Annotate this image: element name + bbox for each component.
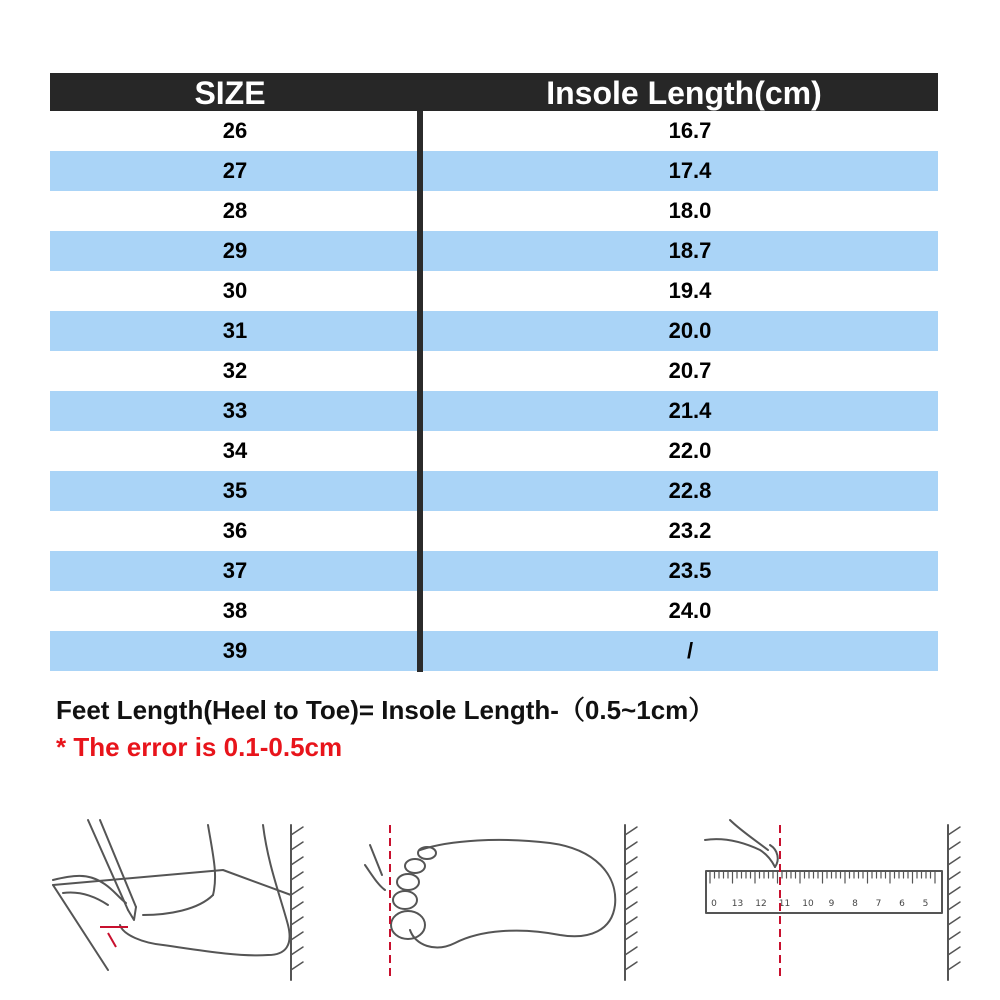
size-cell: 31: [222, 318, 248, 343]
size-cell: 37: [222, 558, 248, 583]
size-cell: 30: [222, 278, 248, 303]
size-cell: 27: [222, 158, 248, 183]
insole-length-cell: 19.4: [668, 278, 712, 303]
column-divider: [417, 111, 423, 672]
table-row: [50, 471, 938, 511]
ruler-label: 12: [755, 899, 767, 909]
ruler-label: 5: [922, 899, 929, 909]
insole-length-cell: 18.0: [668, 198, 712, 223]
illustration-foot-top: [360, 815, 640, 985]
insole-length-cell: 21.4: [668, 398, 712, 423]
header-insole-length: Insole Length(cm): [546, 75, 822, 111]
illustration-marking-foot: [48, 815, 318, 985]
size-cell: 34: [222, 438, 248, 463]
table-body: [50, 111, 938, 671]
size-cell: 32: [222, 358, 248, 383]
insole-length-cell: 23.2: [668, 518, 712, 543]
size-cell: 33: [222, 398, 248, 423]
size-cell: 36: [222, 518, 248, 543]
insole-length-cell: /: [686, 638, 694, 663]
insole-length-cell: 18.7: [668, 238, 712, 263]
table-row: [50, 631, 938, 671]
error-note: * The error is 0.1-0.5cm: [56, 732, 343, 762]
insole-length-cell: 24.0: [668, 598, 712, 623]
size-cell: 29: [222, 238, 248, 263]
table-row: [50, 591, 938, 631]
table-row: [50, 431, 938, 471]
foot-top-drawing: [360, 815, 640, 985]
ruler-label: 11: [778, 899, 791, 909]
insole-length-cell: 16.7: [668, 118, 712, 143]
size-cell: 28: [222, 198, 248, 223]
table-row: [50, 191, 938, 231]
ruler-label: 6: [899, 899, 905, 909]
table-header: [50, 73, 938, 111]
ruler-label: 8: [852, 899, 858, 909]
ruler-drawing: [700, 815, 970, 985]
insole-length-cell: 22.0: [668, 438, 712, 463]
ruler-label: 9: [828, 899, 835, 909]
header-size: SIZE: [194, 75, 266, 111]
ruler-label: 10: [802, 899, 814, 909]
size-chart-table: [50, 73, 938, 671]
illustration-ruler: [700, 815, 970, 985]
table-row: [50, 311, 938, 351]
insole-length-cell: 22.8: [668, 478, 712, 503]
ruler-label: 0: [711, 899, 717, 909]
insole-length-cell: 20.7: [668, 358, 712, 383]
ruler-label: 13: [731, 899, 744, 909]
table-row: [50, 151, 938, 191]
table-row: [50, 271, 938, 311]
insole-length-cell: 23.5: [668, 558, 712, 583]
insole-length-cell: 20.0: [668, 318, 712, 343]
table-row: [50, 111, 938, 151]
size-cell: 38: [222, 598, 248, 623]
size-cell: 39: [222, 638, 248, 663]
table-row: [50, 551, 938, 591]
foot-side-drawing: [48, 815, 318, 985]
table-row: [50, 351, 938, 391]
ruler-label: 7: [875, 899, 882, 909]
formula-note: Feet Length(Heel to Toe)= Insole Length-（0.5~1cm）: [56, 695, 715, 725]
insole-length-cell: 17.4: [668, 158, 712, 183]
size-cell: 35: [222, 478, 248, 503]
table-row: [50, 511, 938, 551]
table-row: [50, 391, 938, 431]
size-cell: 26: [222, 118, 248, 143]
table-row: [50, 231, 938, 271]
